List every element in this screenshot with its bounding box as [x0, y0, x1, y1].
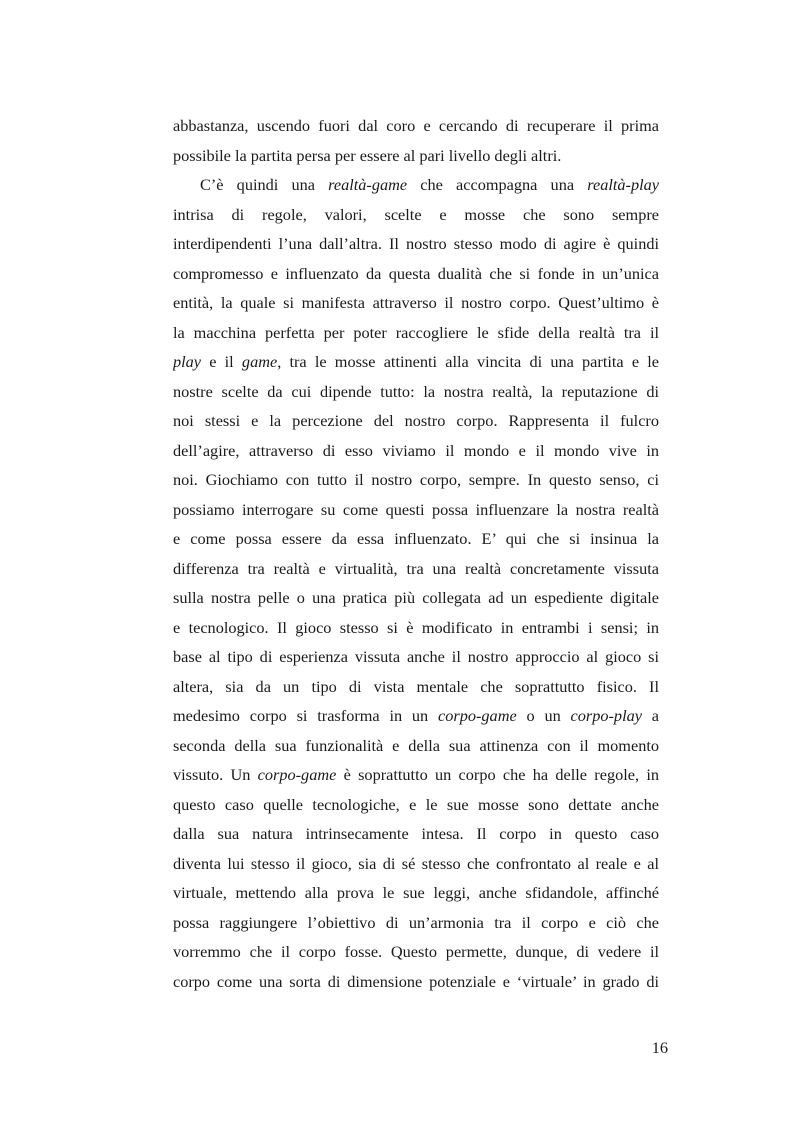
text-line [173, 229, 659, 259]
text-line [173, 731, 659, 761]
text-line [173, 259, 659, 289]
italic-term: corpo-game [438, 706, 517, 725]
text-segment: vissuto. Un [173, 765, 258, 784]
text-line [173, 642, 659, 672]
text-segment: vorremmo che il corpo fosse. Questo permette, dunque, di vedere il [173, 942, 659, 961]
text-line [173, 436, 659, 466]
text-segment: altera, sia da un tipo di vista mentale che soprattutto fisico. Il [173, 676, 659, 696]
text-line [173, 170, 659, 200]
text-segment: e come possa essere da essa influenzato. E’ qui che si insinua la [173, 529, 659, 548]
text-line [173, 524, 659, 554]
text-line [173, 967, 659, 997]
text-line [173, 760, 659, 790]
text-segment: e il [201, 352, 242, 371]
text-line [173, 878, 659, 908]
text-line [173, 111, 659, 141]
text-line [173, 406, 659, 436]
text-segment: possa raggiungere l’obiettivo di un’armonia tra il corpo e ciò che [173, 912, 659, 932]
text-segment: dell’agire, attraverso di esso viviamo il mondo e il mondo vive in [173, 440, 659, 460]
text-segment: abbastanza, uscendo fuori dal coro e cercando di recuperare il prima [173, 116, 659, 135]
text-line [173, 937, 659, 967]
text-line [173, 849, 659, 879]
body-text [173, 111, 659, 996]
text-line [173, 701, 659, 731]
text-line [173, 347, 659, 377]
text-line [173, 819, 659, 849]
text-line [173, 790, 659, 820]
text-line [173, 318, 659, 348]
text-segment: noi. Giochiamo con tutto il nostro corpo, sempre. In questo senso, ci [173, 470, 659, 489]
text-segment: medesimo corpo si trasforma in un [173, 706, 439, 725]
italic-term: corpo-game [257, 765, 337, 784]
text-segment: base al tipo di esperienza vissuta anche il nostro approccio al gioco si [173, 647, 659, 666]
text-segment: corpo come una sorta di dimensione potenziale e ‘virtuale’ in grado di [173, 971, 659, 991]
text-segment: questo caso quelle tecnologiche, e le sue mosse sono dettate anche [173, 794, 659, 814]
text-line [173, 583, 659, 613]
text-line [173, 465, 659, 495]
text-segment: noi stessi e la percezione del nostro corpo. Rappresenta il fulcro [173, 411, 659, 430]
page-number: 16 [651, 1038, 668, 1057]
text-segment: interdipendenti l’una dall’altra. Il nostro stesso modo di agire è quindi [173, 234, 659, 253]
italic-term: realtà-game [328, 175, 408, 194]
text-line [173, 377, 659, 407]
text-segment: possiamo interrogare su come questi possa influenzare la nostra realtà [173, 499, 659, 519]
text-line [173, 908, 659, 938]
text-segment: è soprattutto un corpo che ha delle regole, in [336, 765, 659, 784]
text-segment: differenza tra realtà e virtualità, tra una realtà concretamente vissuta [173, 558, 659, 578]
text-segment: a [641, 706, 659, 725]
italic-term: realtà-play [587, 175, 659, 194]
text-segment: dalla sua natura intrinsecamente intesa. Il corpo in questo caso [173, 824, 659, 843]
italic-term: corpo-play [570, 706, 642, 725]
text-segment: virtuale, mettendo alla prova le sue leggi, anche sfidandole, affinché [173, 883, 659, 902]
text-segment: la macchina perfetta per poter raccogliere le sfide della realtà tra il [173, 322, 659, 342]
text-line [173, 288, 659, 318]
text-line [173, 613, 659, 643]
text-line [173, 141, 659, 171]
text-segment: , tra le mosse attinenti alla vincita di una partita e le [277, 352, 659, 371]
italic-term: game [241, 352, 278, 371]
text-segment: possibile la partita persa per essere al pari livello degli altri. [173, 145, 562, 165]
text-segment: intrisa di regole, valori, scelte e mosse che sono sempre [173, 204, 659, 224]
text-line [173, 672, 659, 702]
text-segment: nostre scelte da cui dipende tutto: la nostra realtà, la reputazione di [173, 381, 659, 401]
text-line [173, 495, 659, 525]
text-line [173, 554, 659, 584]
text-segment: C’è quindi una [200, 175, 329, 194]
text-segment: o un [516, 706, 571, 725]
text-segment: e tecnologico. Il gioco stesso si è modificato in entrambi i sensi; in [173, 617, 659, 637]
text-segment: che accompagna una [407, 175, 588, 194]
text-segment: seconda della sua funzionalità e della sua attinenza con il momento [173, 735, 659, 755]
text-segment: compromesso e influenzato da questa dualità che si fonde in un’unica [173, 263, 659, 283]
text-segment: entità, la quale si manifesta attraverso il nostro corpo. Quest’ultimo è [173, 293, 659, 312]
text-segment: diventa lui stesso il gioco, sia di sé stesso che confrontato al reale e al [173, 853, 659, 873]
italic-term: play [173, 352, 202, 371]
text-segment: sulla nostra pelle o una pratica più collegata ad un espediente digitale [173, 588, 659, 607]
text-line [173, 200, 659, 230]
